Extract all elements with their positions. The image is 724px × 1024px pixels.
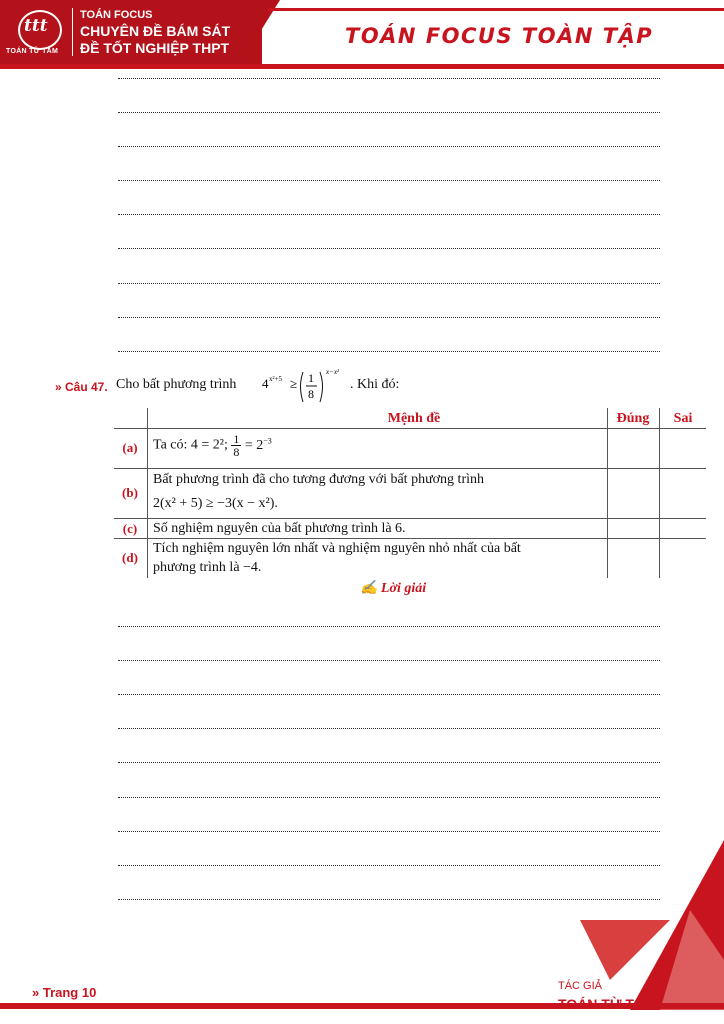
author-name: TOÁN TỪ TÂM	[558, 996, 656, 1012]
answer-true-d[interactable]	[608, 539, 659, 578]
svg-text:4: 4	[262, 376, 269, 391]
svg-text:≥: ≥	[290, 376, 298, 391]
row-label-c: (c)	[122, 521, 138, 536]
inequality-formula	[262, 366, 350, 408]
answer-true-a[interactable]	[608, 429, 659, 468]
answer-line	[118, 146, 660, 147]
author-label: TÁC GIẢ	[558, 980, 603, 992]
solution-heading: ✍ Lời giải	[360, 581, 427, 596]
answer-line	[118, 694, 660, 695]
row-label-a: (a)	[122, 440, 138, 455]
answer-line	[118, 762, 660, 763]
answer-false-c[interactable]	[660, 519, 706, 538]
statement-b	[153, 470, 603, 513]
answer-true-b[interactable]	[608, 469, 659, 518]
svg-text:8: 8	[308, 387, 314, 401]
header-divider	[72, 8, 73, 56]
answer-line	[118, 626, 660, 627]
statement-c: Số nghiệm nguyên của bất phương trình là 6.	[153, 521, 406, 536]
logo-text: ttt	[24, 16, 48, 36]
question-formula	[262, 366, 350, 408]
logo-caption: TOÁN TỪ TÂM	[6, 48, 59, 55]
answer-line	[118, 214, 660, 215]
question-text: Cho bất phương trình	[116, 377, 237, 392]
table-rule	[147, 408, 148, 578]
answer-false-b[interactable]	[660, 469, 706, 518]
answer-line	[118, 283, 660, 284]
statement-a	[153, 431, 603, 458]
answer-line	[118, 728, 660, 729]
statement-b-line2: 2(x² + 5) ≥ −3(x − x²).	[153, 496, 278, 511]
statement-d	[153, 539, 603, 577]
column-header-true: Đúng	[616, 411, 650, 426]
answer-line	[118, 660, 660, 661]
answer-line	[118, 78, 660, 79]
answer-false-a[interactable]	[660, 429, 706, 468]
series-line-1: CHUYÊN ĐỀ BÁM SÁT	[80, 23, 231, 39]
header-top-bar	[268, 8, 724, 11]
statement-a-text: Ta có: 4 = 2²;	[153, 437, 228, 453]
answer-line	[118, 317, 660, 318]
header-underline	[0, 64, 724, 69]
statement-d-line2: phương trình là −4.	[153, 560, 262, 575]
question-number: » Câu 47.	[55, 380, 108, 394]
svg-text:x²+5: x²+5	[269, 375, 283, 383]
statement-b-line1: Bất phương trình đã cho tương đương với bất phương trình	[153, 472, 485, 487]
answer-line	[118, 248, 660, 249]
statement-d-line1: Tích nghiệm nguyên lớn nhất và nghiệm nguyên nhỏ nhất của bất	[153, 541, 521, 556]
column-header-false: Sai	[673, 411, 693, 426]
fraction-one-eighth: $\frac{1}{8}$	[233, 431, 240, 459]
answer-line	[118, 797, 660, 798]
series-name: TOÁN FOCUS	[80, 9, 153, 21]
book-title: TOÁN FOCUS TOÀN TẬP	[345, 24, 654, 48]
statement-a-formula: = $2^{-3}$	[244, 436, 272, 453]
page-number: » Trang 10	[32, 985, 97, 1000]
column-header-statement: Mệnh đề	[387, 411, 441, 426]
series-line-2: ĐỀ TỐT NGHIỆP THPT	[80, 40, 230, 56]
answer-line	[118, 831, 660, 832]
answer-true-c[interactable]	[608, 519, 659, 538]
answer-false-d[interactable]	[660, 539, 706, 578]
row-label-d: (d)	[122, 550, 138, 565]
question-text-after: . Khi đó:	[350, 377, 400, 392]
svg-text:x−x²: x−x²	[326, 368, 340, 376]
answer-line	[118, 180, 660, 181]
row-label-b: (b)	[122, 485, 138, 500]
answer-line	[118, 351, 660, 352]
answer-line	[118, 112, 660, 113]
svg-text:1: 1	[308, 371, 314, 385]
